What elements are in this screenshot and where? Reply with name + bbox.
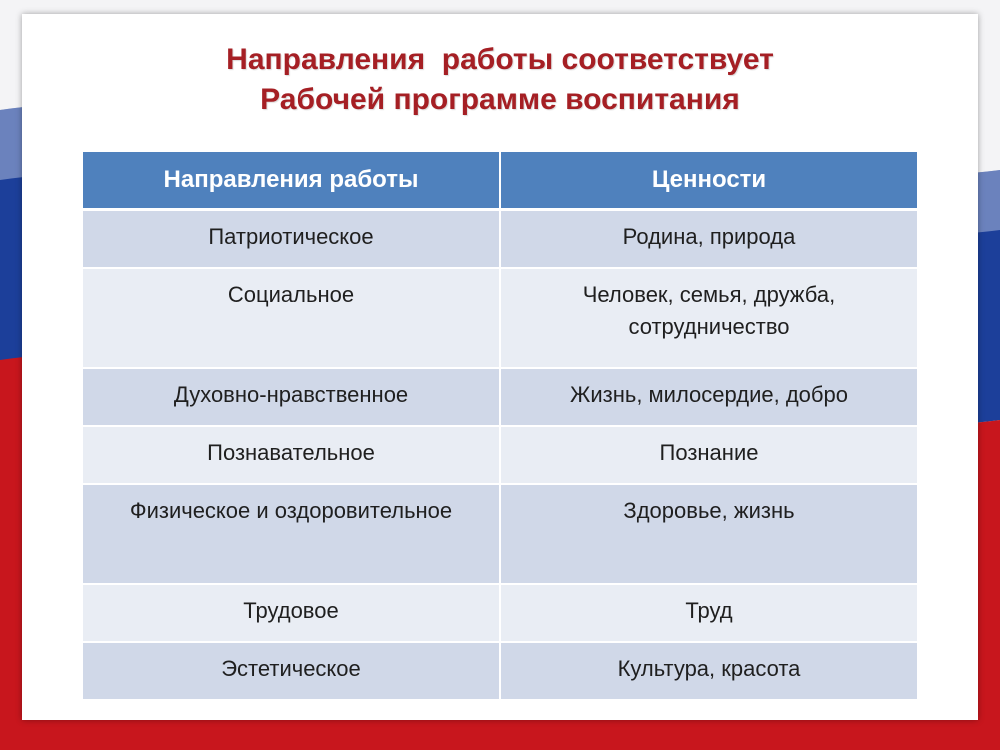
cell-direction: Физическое и оздоровительное — [83, 484, 500, 584]
table-header-row — [83, 152, 917, 210]
cell-values: Человек, семья, дружба, сотрудничество — [500, 268, 917, 368]
cell-direction: Трудовое — [83, 584, 500, 642]
cell-direction: Эстетическое — [83, 642, 500, 700]
table-row — [83, 268, 917, 368]
table-row — [83, 484, 917, 584]
table-row — [83, 368, 917, 426]
slide-title-line-1: Направления работы соответствует — [226, 43, 774, 76]
cell-direction: Духовно-нравственное — [83, 368, 500, 426]
header-directions: Направления работы — [83, 152, 500, 210]
cell-values: Здоровье, жизнь — [500, 484, 917, 584]
table-row — [83, 642, 917, 700]
cell-direction: Патриотическое — [83, 210, 500, 268]
cell-values: Родина, природа — [500, 210, 917, 268]
slide-title-line-2: Рабочей программе воспитания — [260, 83, 740, 116]
cell-direction: Социальное — [83, 268, 500, 368]
directions-values-table — [83, 152, 917, 701]
cell-direction: Познавательное — [83, 426, 500, 484]
table-row — [83, 426, 917, 484]
slide-title — [0, 40, 1000, 120]
table-row — [83, 584, 917, 642]
cell-values: Жизнь, милосердие, добро — [500, 368, 917, 426]
cell-values: Познание — [500, 426, 917, 484]
cell-values: Культура, красота — [500, 642, 917, 700]
cell-values: Труд — [500, 584, 917, 642]
table-row — [83, 210, 917, 268]
header-values: Ценности — [500, 152, 917, 210]
